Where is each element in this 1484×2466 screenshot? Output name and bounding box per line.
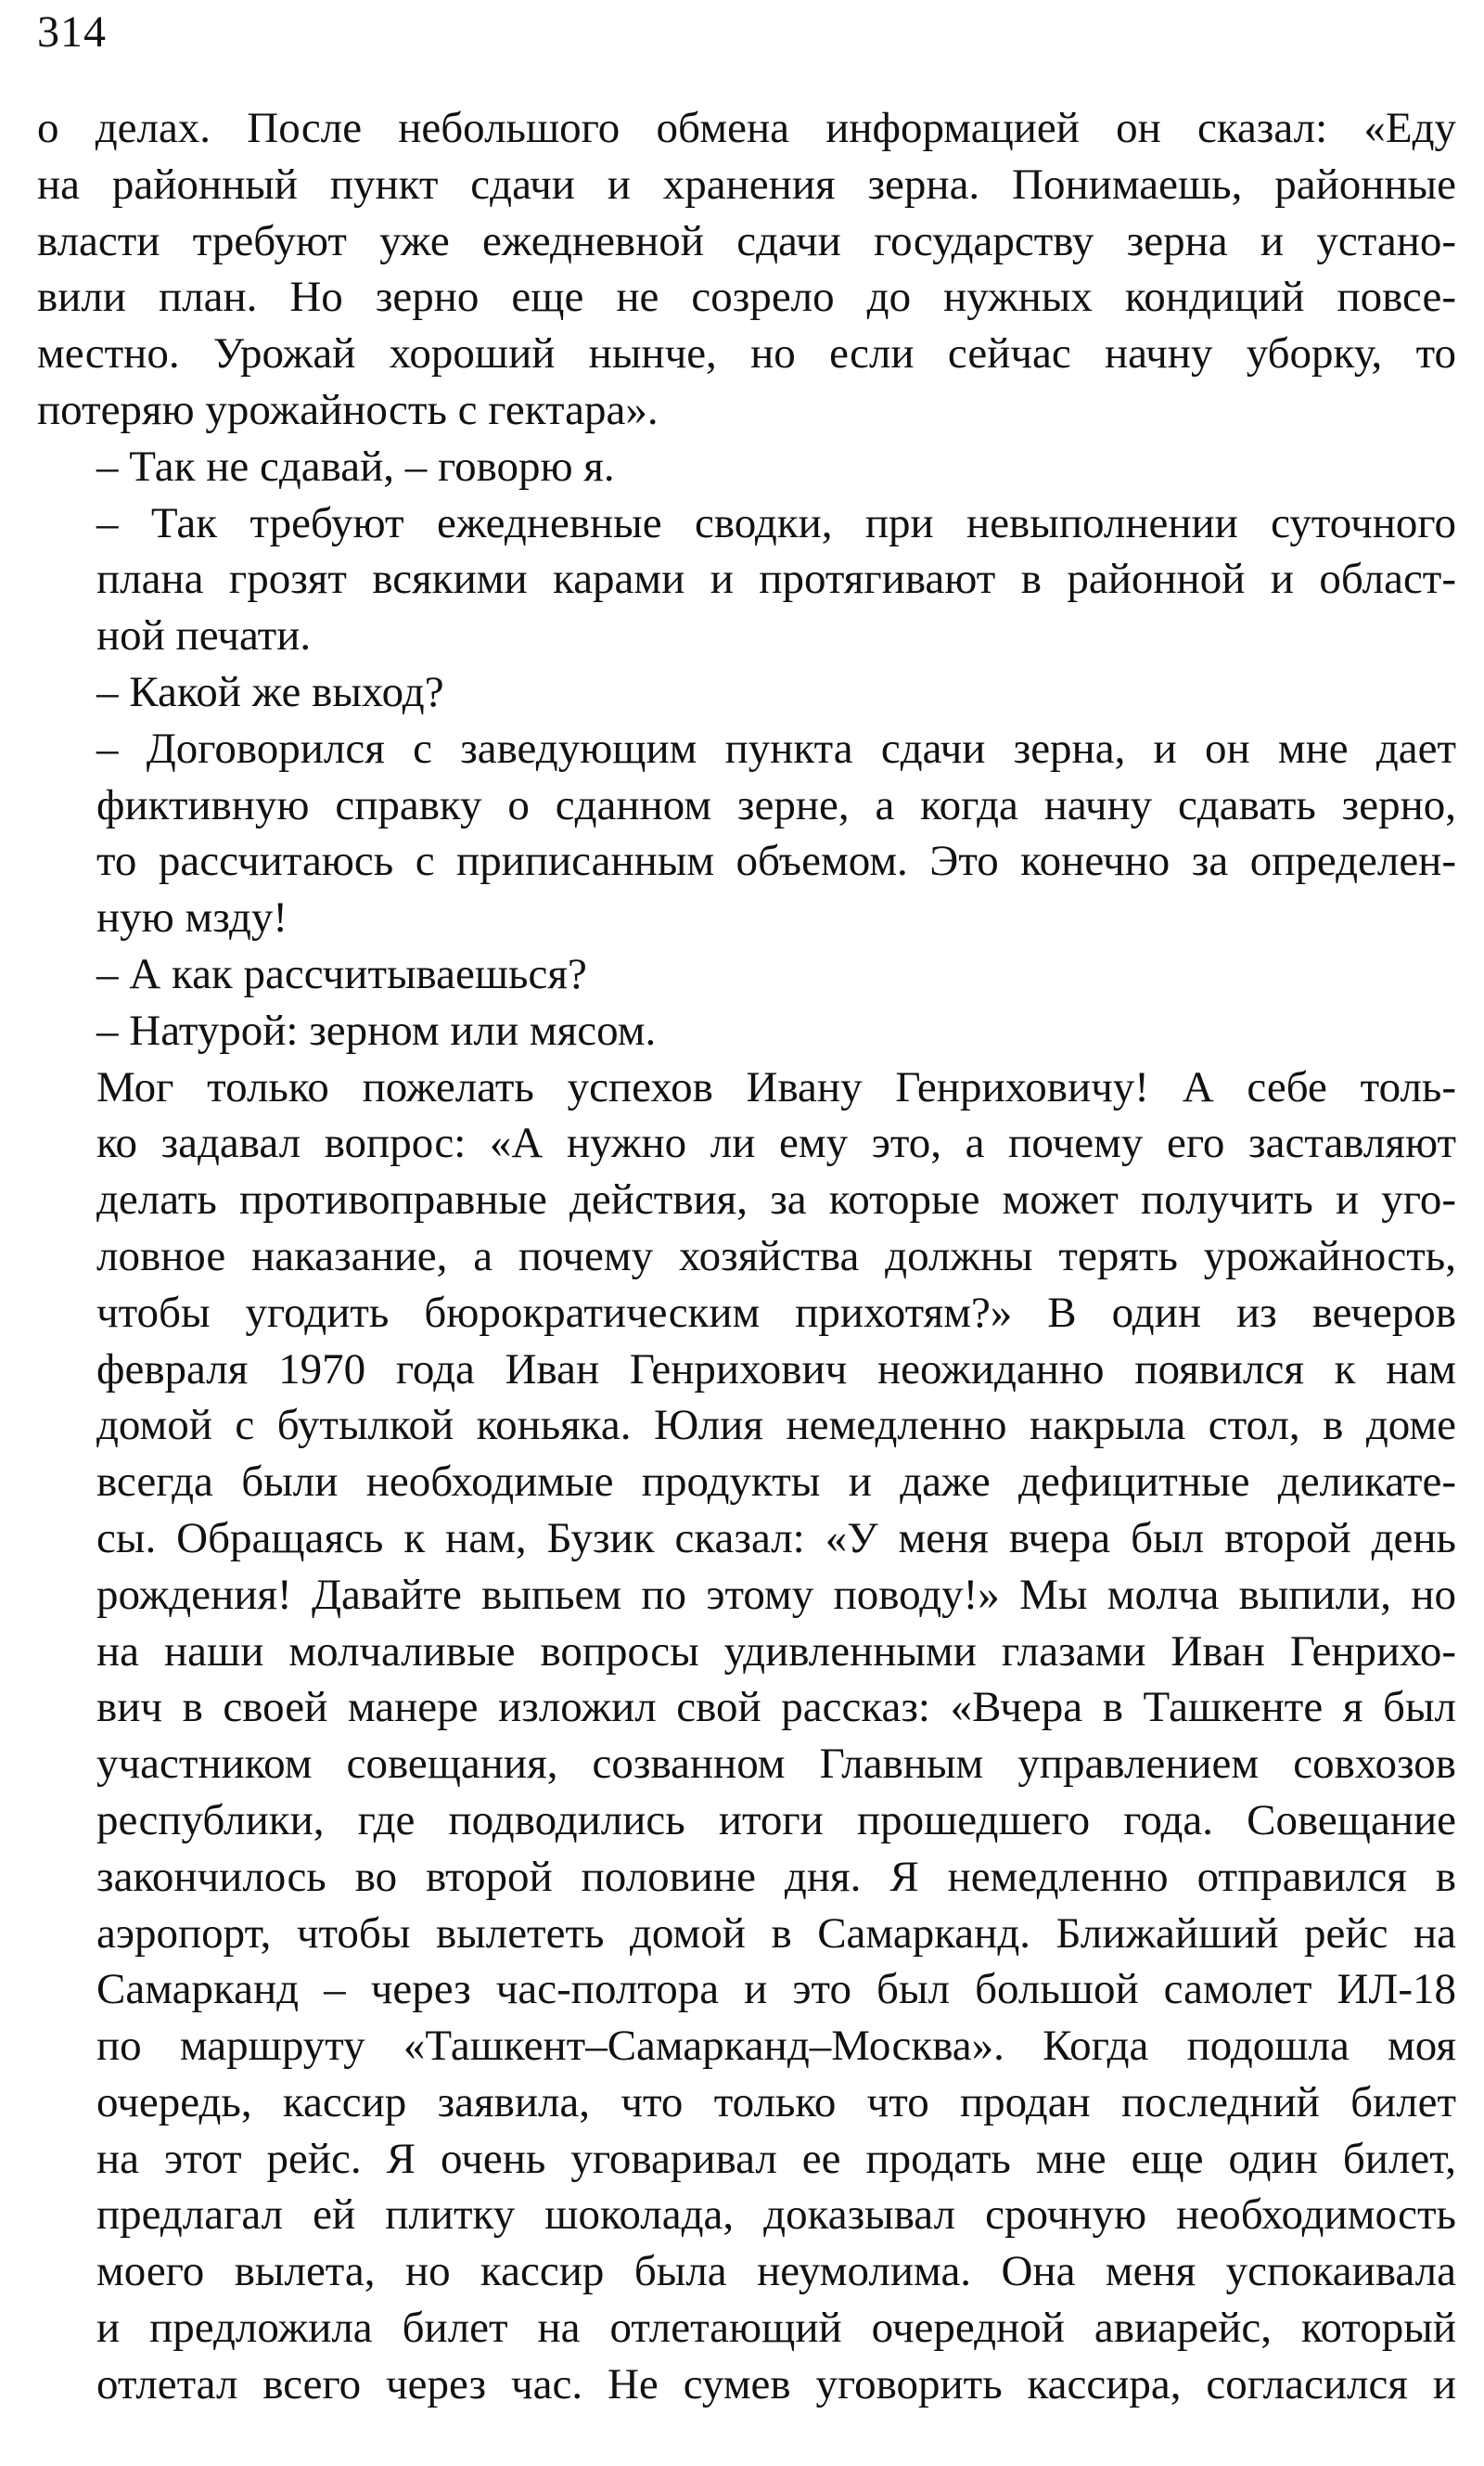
paragraph (37, 664, 1456, 721)
text-line: домой с бутылкой коньяка. Юлия немедленно накрыла стол, в доме (96, 1401, 1456, 1450)
text-line: на этот рейс. Я очень уговаривал ее продать мне еще один билет, (96, 2134, 1456, 2183)
paragraph (37, 439, 1456, 495)
text-line: Самарканд – через час-полтора и это был большой самолет ИЛ-18 (96, 1965, 1456, 2014)
text-line: – А как рассчитываешься? (96, 949, 587, 998)
text-line: плана грозят всякими карами и протягивают в районной и област- (96, 555, 1456, 604)
text-line: делать противоправные действия, за которые может получить и уго- (96, 1175, 1456, 1225)
text-line: моего вылета, но кассир была неумолима. Она меня успокаивала (96, 2247, 1456, 2296)
text-line: чтобы угодить бюрократическим прихотям?» В один из вечеров (96, 1288, 1456, 1337)
text-line: сы. Обращаясь к нам, Бузик сказал: «У меня вчера был второй день (96, 1513, 1456, 1562)
text-line: аэропорт, чтобы вылететь домой в Самарканд. Ближайший рейс на (96, 1908, 1456, 1958)
text-line: предлагал ей плитку шоколада, доказывал срочную необходимость (96, 2190, 1456, 2240)
text-line: на районный пункт сдачи и хранения зерна. Понимаешь, районные (37, 160, 1456, 209)
text-body (37, 100, 1456, 2413)
text-line: очередь, кассир заявила, что только что продан последний билет (96, 2077, 1456, 2126)
text-line: отлетал всего через час. Не сумев уговорить кассира, согласился и (96, 2359, 1456, 2408)
text-line: Мог только пожелать успехов Ивану Генриховичу! А себе толь- (96, 1062, 1456, 1111)
text-line: вич в своей манере изложил свой рассказ: «Вчера в Ташкенте я был (96, 1683, 1456, 1732)
text-line: и предложила билет на отлетающий очередной авиарейс, который (96, 2304, 1456, 2353)
text-line: участником совещания, созванном Главным управлением совхозов (96, 1740, 1456, 1789)
text-line: местно. Урожай хороший нынче, но если сейчас начну уборку, то (37, 329, 1456, 379)
text-line: – Так требуют ежедневные сводки, при невыполнении суточного (96, 498, 1456, 547)
text-line: – Какой же выход? (96, 667, 444, 716)
text-line: то рассчитаюсь с приписанным объемом. Это конечно за определен- (96, 837, 1456, 886)
paragraph (37, 1003, 1456, 1060)
text-line: республики, где подводились итоги прошедшего года. Совещание (96, 1795, 1456, 1844)
text-line: ко задавал вопрос: «А нужно ли ему это, а почему его заставляют (96, 1119, 1456, 1168)
paragraph (37, 721, 1456, 946)
text-line: ной печати. (96, 611, 312, 661)
text-line: всегда были необходимые продукты и даже дефицитные деликате- (96, 1458, 1456, 1507)
paragraph (37, 1060, 1456, 2413)
text-line: ную мзду! (96, 893, 288, 943)
text-line: потеряю урожайность с гектара». (37, 385, 659, 434)
text-line: – Договорился с заведующим пункта сдачи зерна, и он мне дает (96, 724, 1456, 773)
text-line: закончилось во второй половине дня. Я немедленно отправился в (96, 1852, 1456, 1901)
text-line: – Так не сдавай, – говорю я. (96, 442, 615, 491)
text-line: вили план. Но зерно еще не созрело до нужных кондиций повсе- (37, 273, 1456, 322)
text-line: о делах. После небольшого обмена информацией он сказал: «Еду (37, 104, 1456, 152)
paragraph (37, 495, 1456, 664)
text-line: – Натурой: зерном или мясом. (96, 1006, 657, 1055)
text-line: ловное наказание, а почему хозяйства должны терять урожайность, (96, 1231, 1456, 1280)
text-line: по маршруту «Ташкент–Самарканд–Москва». Когда подошла моя (96, 2022, 1456, 2071)
paragraph (37, 100, 1456, 439)
page-number: 314 (37, 7, 107, 57)
text-line: фиктивную справку о сданном зерне, а когда начну сдавать зерно, (96, 780, 1456, 829)
text-line: рождения! Давайте выпьем по этому поводу!» Мы молча выпили, но (96, 1570, 1456, 1619)
text-line: февраля 1970 года Иван Генрихович неожиданно появился к нам (96, 1344, 1456, 1394)
text-line: власти требуют уже ежедневной сдачи государству зерна и устано- (37, 216, 1456, 265)
text-line: на наши молчаливые вопросы удивленными глазами Иван Генрихо- (96, 1626, 1456, 1676)
paragraph (37, 946, 1456, 1003)
